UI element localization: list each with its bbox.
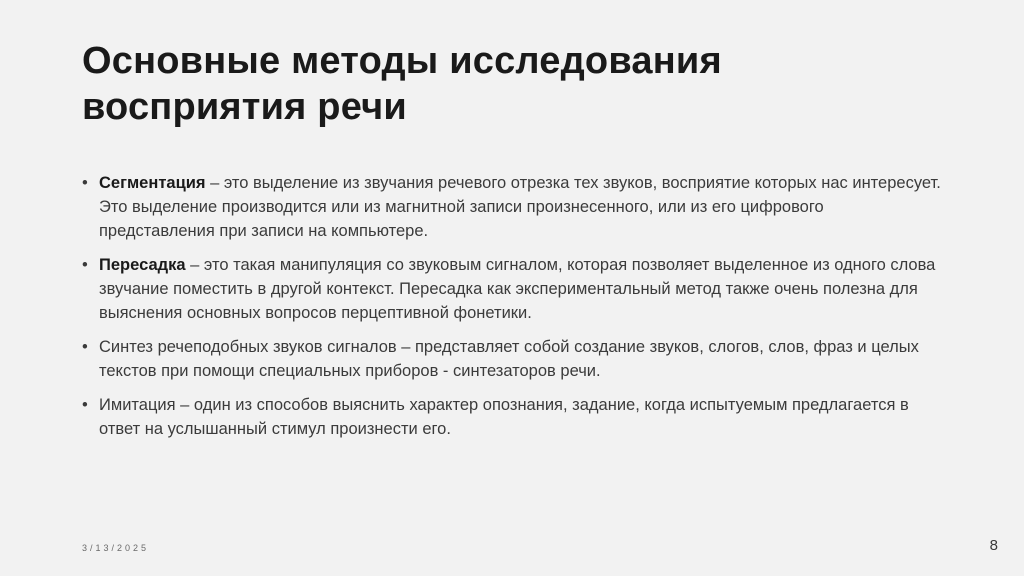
slide-title-line-2: восприятия речи [82,86,407,128]
bullet-dot-icon: • [82,338,88,356]
slide-title-line-1: Основные методы исследования [82,40,722,82]
bullet-term: Сегментация [99,174,206,192]
bullet-term: Пересадка [99,256,186,274]
footer-date: 3/13/2025 [82,543,150,553]
bullet-text: Синтез речеподобных звуков сигналов – представляет собой создание звуков, слогов, слов, фраз и целых текстов при помощи специальных приборов - синтезаторов речи. [99,338,919,380]
bullet-text: Имитация – один из способов выяснить характер опознания, задание, когда испытуемым предлагается в ответ на услышанный стимул произнести его. [99,396,909,438]
bullet-dot-icon: • [82,396,88,414]
bullet-dot-icon: • [82,256,88,274]
bullet-text: – это выделение из звучания речевого отрезка тех звуков, восприятие которых нас интересует. Это выделение производится или из магнитной записи произнесенного, или из его цифрового представления при записи на компьютере. [99,174,941,240]
bullet-dot-icon: • [82,174,88,192]
bullet-item-transplant [82,253,944,325]
page-number: 8 [989,537,998,554]
bullet-item-segmentation [82,171,944,243]
bullet-text: – это такая манипуляция со звуковым сигналом, которая позволяет выделенное из одного слова звучание поместить в другой контекст. Пересадка как экспериментальный метод также очень полезна для выяснения основных вопросов перцептивной фонетики. [99,256,936,322]
bullet-item-synthesis [82,335,944,383]
bullet-list [82,171,944,451]
bullet-item-imitation [82,393,944,441]
slide-title [82,38,942,130]
